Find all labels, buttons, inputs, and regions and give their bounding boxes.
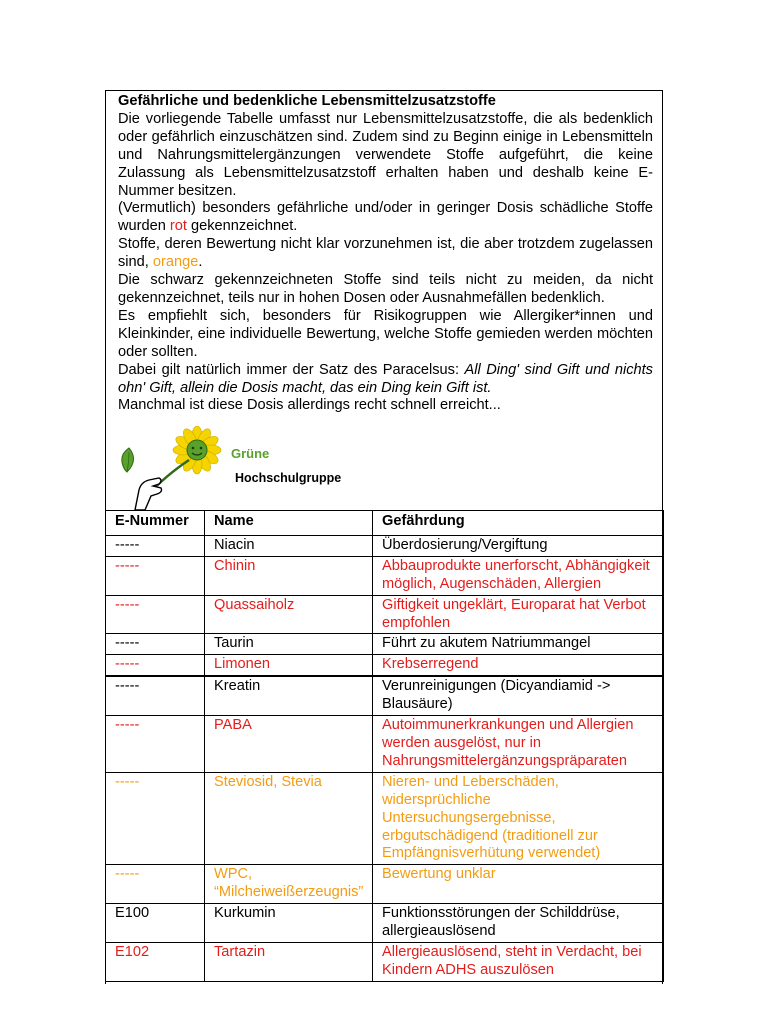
risk-cell: Verunreinigungen (Dicyandiamid -> Blausäure) [373,676,664,715]
risk-cell: Funktionsstörungen der Schilddrüse, allergieauslösend [373,904,664,943]
column-header-risk: Gefährdung [373,511,664,536]
e-number-cell: E102 [106,942,205,981]
risk-cell: Führt zu akutem Natriummangel [373,634,664,655]
table-row [106,865,664,904]
text-segment: (Vermutlich) besonders gefährliche und/oder in geringer Dosis schädliche Stoffe wurden [118,200,653,235]
risk-cell: Abbauprodukte unerforscht, Abhängigkeit möglich, Augenschäden, Allergien [373,556,664,595]
intro-paragraph-orange [118,236,653,272]
table-row [106,556,664,595]
text-segment: gekennzeichnet. [186,218,298,235]
intro-section [118,93,653,415]
additives-table [105,510,664,982]
e-number-cell: ----- [106,865,205,904]
name-cell: Taurin [205,634,373,655]
table-row [106,904,664,943]
risk-cell: Autoimmunerkrankungen und Allergien werden ausgelöst, nur in Nahrungsmittelergänzungspräparaten [373,716,664,773]
e-number-cell: ----- [106,655,205,676]
table-row [106,535,664,556]
e-number-cell: ----- [106,595,205,634]
risk-cell: Allergieauslösend, steht in Verdacht, bei Kindern ADHS auszulösen [373,942,664,981]
intro-paragraph-scope: Die vorliegende Tabelle umfasst nur Lebensmittelzusatzstoffe, die als bedenklich oder gefährlich einzuschätzen sind. Zudem sind zu Beginn einige in Lebensmitteln und Nahrungsmittelergänzungen verwendete Stoffe aufgeführt, die keine Zulassung als Lebensmittelzusatzstoff erhalten haben und deshalb keine E-Nummer besitzen. [118,110,653,199]
e-number-cell: E100 [106,904,205,943]
name-cell: Niacin [205,535,373,556]
e-number-cell: ----- [106,634,205,655]
e-number-cell: ----- [106,716,205,773]
table-row [106,634,664,655]
name-cell: Quassaiholz [205,595,373,634]
text-segment: Stoffe, deren Bewertung nicht klar vorzunehmen ist, die aber trotzdem zugelassen sind, [118,236,653,271]
logo-text-hochschulgruppe: Hochschulgruppe [235,471,342,485]
table-row [106,655,664,676]
risk-cell: Giftigkeit ungeklärt, Europarat hat Verbot empfohlen [373,595,664,634]
risk-cell: Nieren- und Leberschäden, widersprüchliche Untersuchungsergebnisse, erbgutschädigend (traditionell zur Empfängnisverhütung verwendet) [373,772,664,865]
table-row [106,772,664,865]
red-marker-word: rot [169,218,187,235]
table-header-row [106,511,664,536]
text-segment: . [198,254,203,271]
fist-icon [135,478,162,510]
intro-paragraph-red [118,200,653,236]
e-number-cell: ----- [106,772,205,865]
orange-marker-word: orange [152,254,199,271]
intro-paragraph-paracelsus [118,362,653,398]
column-header-e-number: E-Nummer [106,511,205,536]
table-row [106,942,664,981]
page-title: Gefährliche und bedenkliche Lebensmittelzusatzstoffe [118,93,496,109]
intro-paragraph-closing: Manchmal ist diese Dosis allerdings recht schnell erreicht... [118,397,501,414]
intro-paragraph-black: Die schwarz gekennzeichneten Stoffe sind teils nicht zu meiden, da nicht gekennzeichnet, teils nur in hohen Dosen oder Ausnahmefällen bedenklich. [118,272,653,306]
table-row [106,716,664,773]
name-cell: PABA [205,716,373,773]
name-cell: Kreatin [205,676,373,715]
column-header-name: Name [205,511,373,536]
e-number-cell: ----- [106,676,205,715]
risk-cell: Krebserregend [373,655,664,676]
intro-paragraph-advice: Es empfiehlt sich, besonders für Risikogruppen wie Allergiker*innen und Kleinkinder, eine individuelle Bewertung, welche Stoffe gemieden werden möchten oder sollten. [118,307,653,360]
risk-cell: Bewertung unklar [373,865,664,904]
paracelsus-quote: All Ding' sind Gift und nichts ohn' Gift, allein die Dosis macht, das ein Ding kein Gift ist. [118,361,653,396]
logo-text-gruene: Grüne [231,446,270,461]
text-segment: Dabei gilt natürlich immer der Satz des Paracelsus: [118,361,465,378]
name-cell: Tartazin [205,942,373,981]
name-cell: Kurkumin [205,904,373,943]
gruene-hochschulgruppe-logo [113,426,353,510]
name-cell: Chinin [205,556,373,595]
name-cell: WPC, “Milcheiweißerzeugnis” [205,865,373,904]
name-cell: Limonen [205,655,373,676]
risk-cell: Überdosierung/Vergiftung [373,535,664,556]
e-number-cell: ----- [106,535,205,556]
table-row [106,676,664,715]
name-cell: Steviosid, Stevia [205,772,373,865]
e-number-cell: ----- [106,556,205,595]
table-row [106,595,664,634]
